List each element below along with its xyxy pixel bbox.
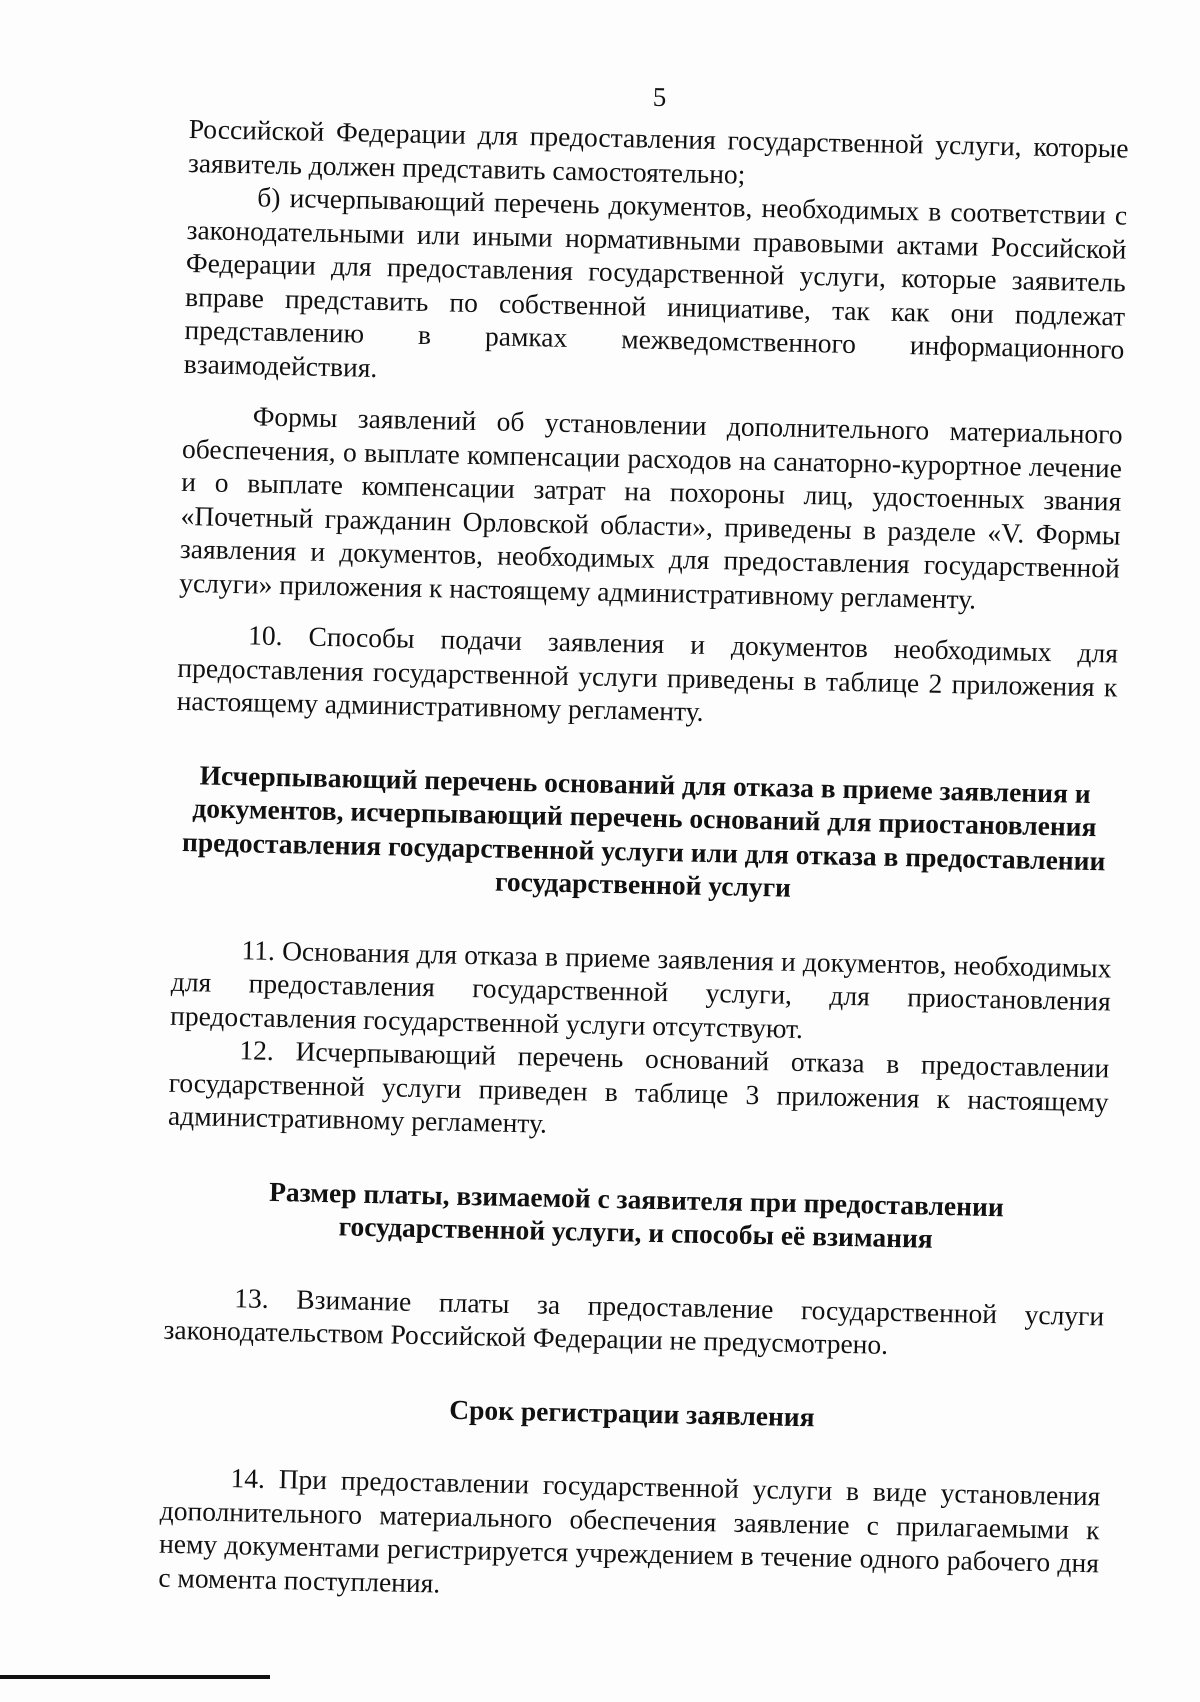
section-heading-refusal-grounds: Исчерпывающий перечень оснований для отказа в приеме заявления и документов, исчерпывающий перечень оснований для приостановления предоставления государственной услуги или для отказа в предоставлении государственной услуги [181,758,1106,903]
paragraph-continuation: Российской Федерации для предоставления государственной услуги, которые заявитель должен представить самостоятельно; [187,112,1129,190]
paragraph-10: 10. Способы подачи заявления и документов необходимых для предоставления государственной услуги приведены в таблице 2 приложения к настоящему административному регламенту. [176,619,1119,727]
page-number: 5 [652,81,667,112]
footer-rule [0,1675,270,1679]
paragraph-14: 14. При предоставлении государственной услуги в виде установления дополнительного материального обеспечения заявление с прилагаемыми к нему документами регистрируется учреждением в течение одного рабочего дня с момента поступления. [158,1462,1101,1599]
section-heading-fee: Размер платы, взимаемой с заявителя при предоставлении государственной услуги, и способы её взимания [268,1175,1005,1254]
page-content [158,70,1130,1613]
paragraph-b: б) исчерпывающий перечень документов, необходимых в соответствии с законодательными или иными нормативными правовыми актами Российской Федерации для предоставления государственной услуги, которые заявитель вправе представить по собственной инициативе, так как они подлежат представлению в рамках межведомственного информационного взаимодействия. [183,181,1128,383]
paragraph-12: 12. Исчерпывающий перечень оснований отказа в предоставлении государственной услуги приведен в таблице 3 приложения к настоящему административному регламенту. [167,1034,1110,1139]
paragraph-forms: Формы заявлений об установлении дополнительного материального обеспечения, о выплате компенсации расходов на санаторно-курортное лечение и о выплате компенсации затрат на похороны лиц, удостоенных звания «Почетный гражданин Орловской области», приведены в разделе «V. Формы заявления и документов, необходимых для предоставления государственной услуги» приложения к настоящему административному регламенту. [178,400,1123,615]
paragraph-13: 13. Взимание платы за предоставление государственной услуги законодательством Российской Федерации не предусмотрено. [163,1281,1105,1360]
paragraph-11: 11. Основания для отказа в приеме заявления и документов, необходимых для предоставления государственной услуги, для приостановления предоставления государственной услуги отсутствуют. [169,933,1112,1044]
section-heading-registration-term: Срок регистрации заявления [449,1393,815,1432]
